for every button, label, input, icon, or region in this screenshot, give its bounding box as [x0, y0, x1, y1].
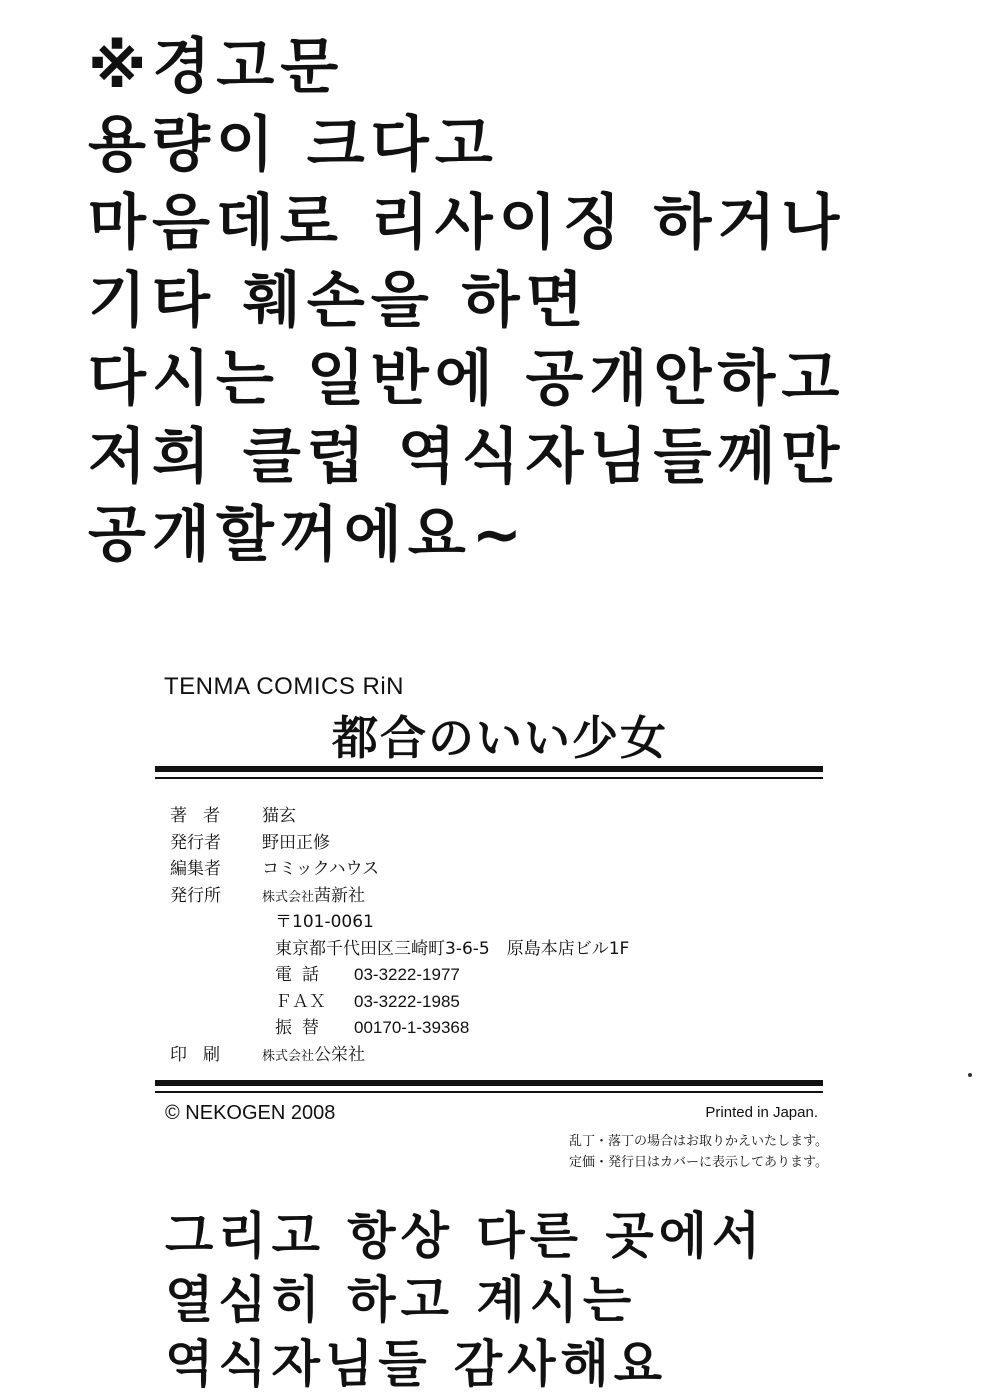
- company-name: 公栄社: [314, 1044, 366, 1065]
- transfer-label: 振替: [275, 1018, 329, 1038]
- warning-line: 마음데로 리사이징 하거나: [88, 188, 846, 258]
- address: 東京都千代田区三崎町3-6-5 原島本店ビル1F: [275, 938, 630, 959]
- editor-row: [170, 856, 810, 883]
- title-rule-thin: [155, 777, 823, 779]
- warning-line: 공개할꺼에요~: [88, 500, 529, 570]
- author-row: [170, 803, 810, 830]
- note-line: 定価・発行日はカバーに表示してあります。: [569, 1155, 828, 1170]
- printer-row: [170, 1042, 810, 1069]
- editor-label: 編集者: [170, 859, 221, 879]
- postal-code: 〒101-0061: [275, 912, 374, 932]
- fax-label: ＦＡＸ: [275, 991, 326, 1012]
- colophon-details: [170, 803, 810, 1068]
- warning-notice: [88, 28, 968, 574]
- phone-number: 03-3222-1977: [354, 965, 460, 984]
- title-rule-thick: [155, 766, 823, 772]
- thanks-notice: [165, 1204, 945, 1396]
- printed-in: Printed in Japan.: [705, 1104, 818, 1121]
- thanks-line: 그리고 항상 다른 곳에서: [165, 1207, 766, 1265]
- publisher-name: 野田正修: [262, 832, 330, 853]
- fax-row: [170, 989, 810, 1016]
- warning-line: 용량이 크다고: [88, 110, 499, 180]
- printer-name: [262, 1042, 365, 1071]
- phone-row: [170, 962, 810, 989]
- footer-rule-thin: [155, 1091, 823, 1093]
- phone-label: 電話: [275, 965, 329, 985]
- warning-line: 저희 클럽 역식자님들께만: [88, 422, 846, 492]
- copyright: © NEKOGEN 2008: [165, 1102, 336, 1124]
- fax-number: 03-3222-1985: [354, 991, 460, 1011]
- warning-line: 기타 훼손을 하면: [88, 266, 590, 336]
- ink-speck: [968, 1073, 972, 1077]
- author-name: 猫玄: [262, 806, 296, 826]
- publisher-label: 発行者: [170, 832, 221, 853]
- editor-name: コミックハウス: [262, 859, 380, 879]
- publisher-row: [170, 830, 810, 857]
- book-title: 都合のいい少女: [332, 711, 668, 765]
- company-name: 茜新社: [314, 885, 366, 906]
- address-row: [170, 936, 810, 963]
- postal-code-row: [170, 909, 810, 936]
- warning-line: 다시는 일반에 공개안하고: [88, 344, 846, 414]
- thanks-line: 역식자님들 감사해요: [165, 1335, 668, 1393]
- publishing-house-row: [170, 883, 810, 910]
- note-line: 乱丁・落丁の場合はお取りかえいたします。: [569, 1134, 828, 1149]
- thanks-line: 열심히 하고 계시는: [165, 1271, 637, 1329]
- company-prefix: 株式会社: [262, 889, 315, 905]
- transfer-row: [170, 1015, 810, 1042]
- footer-rule-thick: [155, 1080, 823, 1086]
- company-prefix: 株式会社: [262, 1048, 315, 1064]
- publishing-house-name: [262, 883, 365, 912]
- printer-label: 印刷: [170, 1044, 236, 1065]
- colophon-notes: [569, 1131, 828, 1173]
- author-label: 著者: [170, 806, 236, 826]
- transfer-number: 00170-1-39368: [354, 1018, 470, 1037]
- series-name: TENMA COMICS RiN: [164, 673, 405, 700]
- warning-line: ※경고문: [88, 32, 345, 102]
- publishing-house-label: 発行所: [170, 885, 221, 906]
